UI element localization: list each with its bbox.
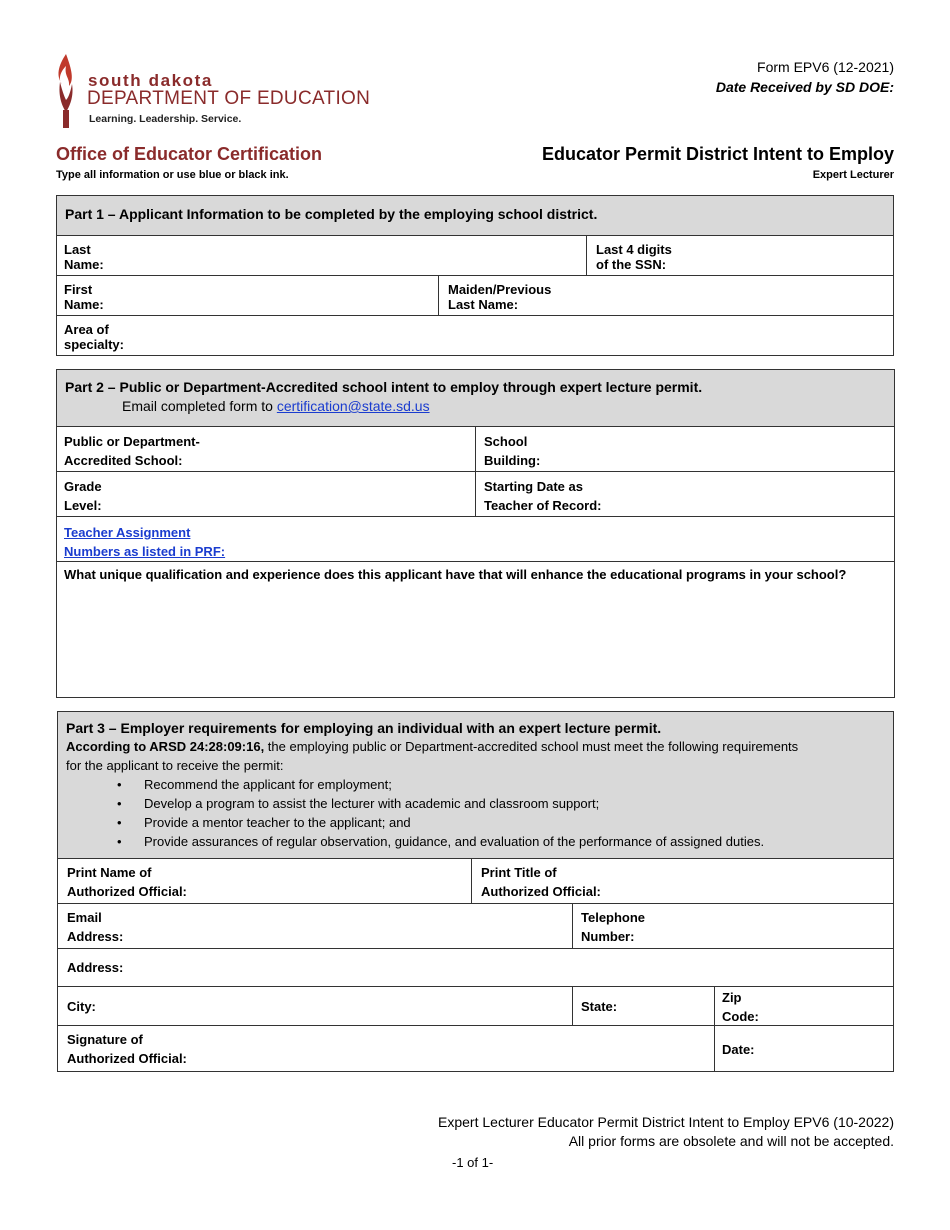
date-label: Date: <box>722 1042 755 1057</box>
city-field[interactable] <box>57 986 573 1026</box>
part2-heading: Part 2 – Public or Department-Accredited school intent to employ through expert lecture permit. <box>65 379 703 395</box>
grade-field[interactable] <box>56 471 476 517</box>
print-name-label-1: Print Name of <box>67 865 152 880</box>
specialty-field[interactable] <box>56 315 894 356</box>
list-item: • Provide a mentor teacher to the applicant; and <box>144 813 893 832</box>
part3-header <box>57 711 894 859</box>
requirements-list <box>66 775 893 851</box>
school-label-1: Public or Department- <box>64 434 200 449</box>
logo-line1: south dakota <box>88 71 213 90</box>
print-name-field[interactable] <box>57 858 472 904</box>
building-field[interactable] <box>475 426 895 472</box>
form-number: Form EPV6 (12-2021) <box>757 59 894 75</box>
part1-heading: Part 1 – Applicant Information to be completed by the employing school district. <box>65 206 598 222</box>
state-label: State: <box>581 999 618 1014</box>
arsd-text-2: for the applicant to receive the permit: <box>66 758 284 773</box>
zip-label-2: Code: <box>722 1009 759 1024</box>
qualification-question: What unique qualification and experience does this applicant have that will enhance the educational programs in your school? <box>64 567 847 582</box>
arsd-reference: According to ARSD 24:28:09:16, <box>66 739 265 754</box>
first-name-label-2: Name: <box>64 297 104 312</box>
form-subtitle: Expert Lecturer <box>812 169 894 181</box>
office-title: Office of Educator Certification <box>56 144 323 164</box>
last-name-field[interactable] <box>56 235 587 276</box>
page-number: -1 of 1- <box>452 1155 494 1170</box>
first-name-label-1: First <box>64 282 93 297</box>
start-date-field[interactable] <box>475 471 895 517</box>
maiden-name-field[interactable] <box>438 275 894 316</box>
first-name-field[interactable] <box>56 275 439 316</box>
print-title-field[interactable] <box>471 858 894 904</box>
assignment-field[interactable] <box>56 516 895 562</box>
address-label: Address: <box>67 960 124 975</box>
building-label-2: Building: <box>484 453 541 468</box>
state-field[interactable] <box>572 986 715 1026</box>
school-field[interactable] <box>56 426 476 472</box>
certification-email-link[interactable]: certification@state.sd.us <box>276 398 430 414</box>
logo-line2: DEPARTMENT OF EDUCATION <box>87 88 371 109</box>
assignment-label-1: Teacher Assignment <box>64 525 191 540</box>
part3-heading: Part 3 – Employer requirements for employing an individual with an expert lecture permit. <box>66 720 662 736</box>
part2-header <box>56 369 895 427</box>
grade-label-2: Level: <box>64 498 102 513</box>
maiden-label-1: Maiden/Previous <box>448 282 552 297</box>
assignment-label-2: Numbers as listed in PRF: <box>64 544 226 559</box>
zip-label-1: Zip <box>722 990 742 1005</box>
print-title-label-1: Print Title of <box>481 865 557 880</box>
date-received-label: Date Received by SD DOE: <box>715 79 894 95</box>
arsd-text: the employing public or Department-accredited school must meet the following requirements <box>264 739 799 754</box>
telephone-label-1: Telephone <box>581 910 646 925</box>
email-label-2: Address: <box>67 929 124 944</box>
city-label: City: <box>67 999 96 1014</box>
signature-field[interactable] <box>57 1025 715 1072</box>
start-date-label-1: Starting Date as <box>484 479 583 494</box>
signature-label-2: Authorized Official: <box>67 1051 187 1066</box>
footer-form-name: Expert Lecturer Educator Permit District Intent to Employ EPV6 (10-2022) <box>438 1114 894 1130</box>
list-item: • Develop a program to assist the lecturer with academic and classroom support; <box>144 794 893 813</box>
list-item: • Recommend the applicant for employment; <box>144 775 893 794</box>
ink-note: Type all information or use blue or black ink. <box>56 169 289 181</box>
footer-obsolete-note: All prior forms are obsolete and will not be accepted. <box>568 1133 894 1149</box>
last-name-label-2: Name: <box>64 257 104 272</box>
last-name-label-1: Last <box>64 242 91 257</box>
date-field[interactable] <box>714 1025 894 1072</box>
telephone-label-2: Number: <box>581 929 635 944</box>
specialty-label-2: specialty: <box>64 337 124 352</box>
print-name-label-2: Authorized Official: <box>67 884 187 899</box>
start-date-label-2: Teacher of Record: <box>484 498 602 513</box>
part1-header <box>56 195 894 236</box>
ssn-label-2: of the SSN: <box>596 257 667 272</box>
list-item: • Provide assurances of regular observation, guidance, and evaluation of the performance of assigned duties. <box>144 832 893 851</box>
specialty-label-1: Area of <box>64 322 109 337</box>
school-label-2: Accredited School: <box>64 453 183 468</box>
building-label-1: School <box>484 434 528 449</box>
maiden-label-2: Last Name: <box>448 297 519 312</box>
zip-field[interactable] <box>714 986 894 1026</box>
email-instruction: Email completed form to <box>122 398 273 414</box>
signature-label-1: Signature of <box>67 1032 143 1047</box>
address-field[interactable] <box>57 948 894 987</box>
email-field[interactable] <box>57 903 573 949</box>
email-label-1: Email <box>67 910 102 925</box>
qualification-field[interactable] <box>56 561 895 698</box>
telephone-field[interactable] <box>572 903 894 949</box>
print-title-label-2: Authorized Official: <box>481 884 601 899</box>
teacher-assignment-link[interactable] <box>64 523 894 561</box>
logo-tagline: Learning. Leadership. Service. <box>89 113 242 125</box>
ssn-label-1: Last 4 digits <box>596 242 672 257</box>
grade-label-1: Grade <box>64 479 102 494</box>
form-title: Educator Permit District Intent to Employ <box>541 144 894 164</box>
ssn-field[interactable] <box>586 235 894 276</box>
torch-flame-icon <box>52 52 82 130</box>
